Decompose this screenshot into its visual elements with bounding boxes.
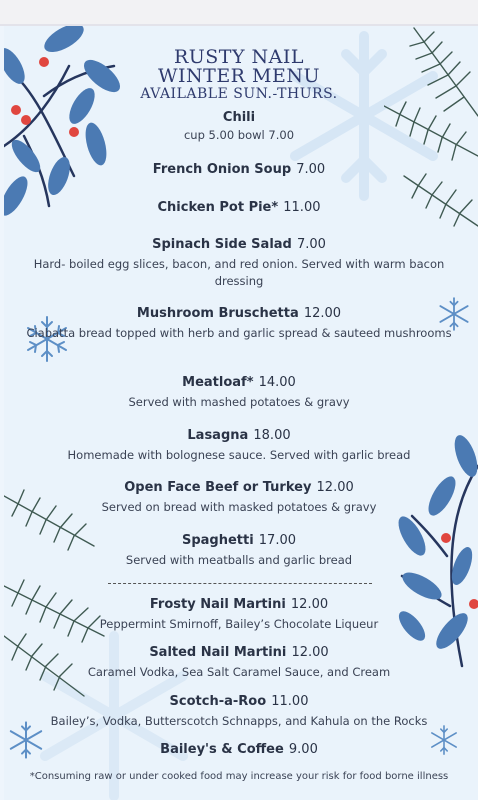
- item-price: 12.00: [303, 306, 342, 321]
- item-price: 7.00: [296, 162, 326, 177]
- item-price: 7.00: [296, 237, 326, 252]
- menu-item-lasagna: [0, 424, 478, 464]
- menu-item-scotch-a-roo: [0, 690, 478, 730]
- item-price: 17.00: [258, 533, 296, 548]
- item-name: Spaghetti: [181, 533, 254, 548]
- menu-name: WINTER MENU: [157, 65, 320, 87]
- item-name: Chili: [222, 110, 256, 125]
- item-price: 9.00: [288, 742, 318, 757]
- item-name: Mushroom Bruschetta: [136, 306, 299, 321]
- item-name: Frosty Nail Martini: [149, 597, 286, 612]
- item-name: French Onion Soup: [152, 162, 292, 177]
- menu-item-open-face-beef-or-turkey: [0, 476, 478, 516]
- menu-title: [0, 48, 478, 102]
- menu-item-baileys-and-coffee: [0, 738, 478, 757]
- menu-item-french-onion-soup: [0, 158, 478, 177]
- item-description: Served with mashed potatoes & gravy: [128, 395, 350, 409]
- menu-item-meatloaf: [0, 371, 478, 411]
- item-price: 11.00: [283, 200, 321, 215]
- menu-item-chili: [0, 106, 478, 144]
- item-name: Open Face Beef or Turkey: [124, 480, 312, 495]
- item-description: Peppermint Smirnoff, Bailey’s Chocolate Liqueur: [99, 617, 379, 631]
- item-name: Spinach Side Salad: [152, 237, 292, 252]
- menu-item-chicken-pot-pie: [0, 196, 478, 215]
- item-description: Served with meatballs and garlic bread: [125, 553, 353, 567]
- menu-item-frosty-nail-martini: [0, 593, 478, 633]
- item-price: 14.00: [258, 375, 296, 390]
- item-description: Homemade with bolognese sauce. Served with garlic bread: [67, 448, 411, 462]
- item-name: Scotch-a-Roo: [169, 694, 267, 709]
- section-divider: [108, 583, 372, 584]
- item-name: Chicken Pot Pie*: [157, 200, 279, 215]
- item-price: 12.00: [290, 597, 329, 612]
- item-description: Hard- boiled egg slices, bacon, and red onion. Served with warm bacon dressing: [33, 257, 445, 288]
- item-name: Salted Nail Martini: [149, 645, 287, 660]
- item-price: 18.00: [253, 428, 291, 443]
- item-description: Served on bread with masked potatoes & gravy: [101, 500, 377, 514]
- item-price: 12.00: [291, 645, 329, 660]
- item-name: Bailey's & Coffee: [160, 742, 284, 757]
- item-price: 11.00: [271, 694, 309, 709]
- browser-top-strip: [0, 0, 478, 26]
- item-description: Caramel Vodka, Sea Salt Caramel Sauce, and Cream: [87, 665, 391, 679]
- item-name: Lasagna: [187, 428, 249, 443]
- menu-item-salted-nail-martini: [0, 641, 478, 681]
- restaurant-name: RUSTY NAIL: [173, 46, 305, 68]
- item-name: Meatloaf*: [182, 375, 254, 390]
- menu-item-spaghetti: [0, 529, 478, 569]
- food-safety-footnote: *Consuming raw or under cooked food may increase your risk for food borne illness: [29, 771, 449, 782]
- item-description: cup 5.00 bowl 7.00: [183, 128, 295, 142]
- item-price: 12.00: [316, 480, 354, 495]
- availability-note: AVAILABLE SUN.-THURS.: [140, 86, 338, 102]
- item-description: Bailey’s, Vodka, Butterscotch Schnapps, and Kahula on the Rocks: [50, 714, 428, 728]
- menu-item-spinach-side-salad: [0, 233, 478, 290]
- menu-item-mushroom-bruschetta: [0, 302, 478, 342]
- item-description: Ciabatta bread topped with herb and garlic spread & sauteed mushrooms: [26, 326, 452, 340]
